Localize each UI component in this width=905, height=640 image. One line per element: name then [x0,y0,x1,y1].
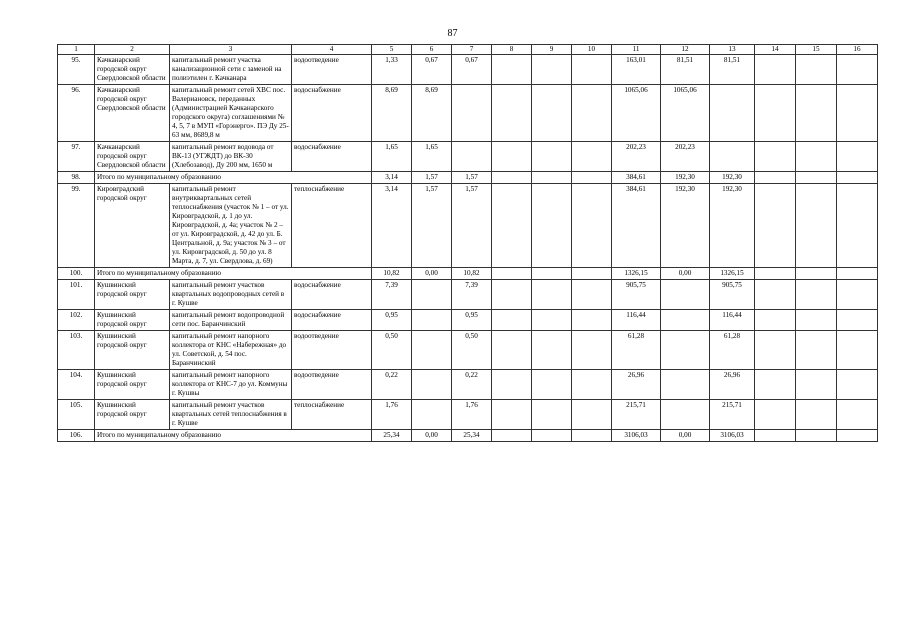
value-cell-c11: 905,75 [612,280,661,310]
value-cell-c6: 1,57 [412,184,452,268]
value-cell-c14 [755,370,796,400]
column-number-10: 10 [572,45,612,55]
value-cell-c14 [755,310,796,331]
value-cell-c13: 3106,03 [710,430,755,442]
value-cell-c5: 3,14 [372,184,412,268]
value-cell-c10 [572,268,612,280]
work-description-cell: капитальный ремонт внутриквартальных сетей теплоснабжения (участок № 1 – от ул. Кировградской, д. 1 до ул. Кировградской, д. 4а; участок № 2 – от ул. Кировградской, д. 42 до ул. Б. Центральной, д. 9а; участок № 3 – от ул. Кировградской, д. 50 до ул. 8 Марта, д. 7, ул. Свердлова, д. 69) [170,184,292,268]
value-cell-c9 [532,268,572,280]
column-number-3: 3 [170,45,292,55]
column-number-4: 4 [292,45,372,55]
value-cell-c12: 81,51 [661,55,710,85]
value-cell-c14 [755,400,796,430]
page-number: 87 [447,28,458,39]
utility-type-cell: водоотведение [292,331,372,370]
total-row [58,268,878,280]
value-cell-c13: 1326,15 [710,268,755,280]
row-number: 102. [58,310,95,331]
value-cell-c16 [837,184,878,268]
value-cell-c11: 116,44 [612,310,661,331]
column-number-11: 11 [612,45,661,55]
municipality-cell: Качканарский городской округ Свердловской области [95,55,170,85]
total-label: Итого по муниципальному образованию [95,268,372,280]
value-cell-c9 [532,370,572,400]
row-number: 97. [58,142,95,172]
row-number: 96. [58,85,95,142]
municipality-cell: Кушвинский городской округ [95,331,170,370]
value-cell-c12 [661,310,710,331]
value-cell-c9 [532,172,572,184]
value-cell-c12: 192,30 [661,184,710,268]
value-cell-c8 [492,400,532,430]
column-number-16: 16 [837,45,878,55]
value-cell-c12 [661,370,710,400]
value-cell-c6 [412,331,452,370]
value-cell-c5: 0,22 [372,370,412,400]
column-number-14: 14 [755,45,796,55]
value-cell-c9 [532,142,572,172]
value-cell-c6 [412,370,452,400]
value-cell-c16 [837,142,878,172]
value-cell-c8 [492,268,532,280]
value-cell-c11: 202,23 [612,142,661,172]
value-cell-c6: 1,57 [412,172,452,184]
value-cell-c12: 0,00 [661,430,710,442]
work-description-cell: капитальный ремонт водовода от ВК-13 (УГЖДТ) до ВК-30 (Хлебозавод), Ду 200 мм, 1650 м [170,142,292,172]
table-row [58,85,878,142]
value-cell-c10 [572,280,612,310]
value-cell-c6: 0,00 [412,430,452,442]
value-cell-c9 [532,280,572,310]
value-cell-c14 [755,331,796,370]
value-cell-c13: 116,44 [710,310,755,331]
municipality-cell: Кировградский городской округ [95,184,170,268]
value-cell-c8 [492,331,532,370]
row-number: 99. [58,184,95,268]
value-cell-c9 [532,310,572,331]
value-cell-c5: 8,69 [372,85,412,142]
value-cell-c12: 0,00 [661,268,710,280]
value-cell-c15 [796,280,837,310]
value-cell-c8 [492,430,532,442]
value-cell-c7: 10,82 [452,268,492,280]
value-cell-c16 [837,430,878,442]
value-cell-c16 [837,85,878,142]
value-cell-c7: 1,57 [452,184,492,268]
value-cell-c12 [661,400,710,430]
value-cell-c13: 192,30 [710,172,755,184]
column-number-8: 8 [492,45,532,55]
value-cell-c15 [796,400,837,430]
total-row [58,172,878,184]
column-number-9: 9 [532,45,572,55]
program-table [57,44,878,442]
utility-type-cell: теплоснабжение [292,400,372,430]
value-cell-c5: 1,33 [372,55,412,85]
value-cell-c10 [572,370,612,400]
value-cell-c7: 7,39 [452,280,492,310]
row-number: 95. [58,55,95,85]
work-description-cell: капитальный ремонт водопроводной сети пос. Баранчинский [170,310,292,331]
value-cell-c13: 905,75 [710,280,755,310]
value-cell-c10 [572,184,612,268]
value-cell-c15 [796,370,837,400]
utility-type-cell: водоотведение [292,370,372,400]
value-cell-c10 [572,310,612,331]
total-label: Итого по муниципальному образованию [95,172,372,184]
value-cell-c14 [755,184,796,268]
value-cell-c6: 8,69 [412,85,452,142]
column-number-15: 15 [796,45,837,55]
utility-type-cell: водоснабжение [292,310,372,331]
value-cell-c16 [837,280,878,310]
column-number-row [58,45,878,55]
value-cell-c11: 163,01 [612,55,661,85]
value-cell-c6: 0,00 [412,268,452,280]
value-cell-c6 [412,280,452,310]
value-cell-c11: 61,28 [612,331,661,370]
row-number: 101. [58,280,95,310]
value-cell-c12: 1065,06 [661,85,710,142]
value-cell-c5: 0,95 [372,310,412,331]
value-cell-c10 [572,55,612,85]
table-row [58,400,878,430]
value-cell-c13: 61,28 [710,331,755,370]
value-cell-c5: 3,14 [372,172,412,184]
column-number-1: 1 [58,45,95,55]
municipality-cell: Качканарский городской округ Свердловской области [95,85,170,142]
value-cell-c11: 384,61 [612,172,661,184]
value-cell-c13: 26,96 [710,370,755,400]
value-cell-c15 [796,85,837,142]
value-cell-c10 [572,331,612,370]
value-cell-c5: 1,76 [372,400,412,430]
value-cell-c14 [755,85,796,142]
value-cell-c15 [796,142,837,172]
work-description-cell: капитальный ремонт напорного коллектора от КНС «Набережная» до ул. Советской, д. 54 пос. Баранчинский [170,331,292,370]
table-row [58,310,878,331]
value-cell-c10 [572,400,612,430]
table-row [58,280,878,310]
value-cell-c8 [492,184,532,268]
value-cell-c7: 0,22 [452,370,492,400]
utility-type-cell: водоотведение [292,55,372,85]
value-cell-c12 [661,280,710,310]
value-cell-c8 [492,172,532,184]
value-cell-c6: 0,67 [412,55,452,85]
value-cell-c14 [755,280,796,310]
value-cell-c15 [796,268,837,280]
work-description-cell: капитальный ремонт участков квартальных сетей теплоснабжения в г. Кушве [170,400,292,430]
value-cell-c16 [837,400,878,430]
municipality-cell: Кушвинский городской округ [95,370,170,400]
value-cell-c9 [532,85,572,142]
value-cell-c13: 81,51 [710,55,755,85]
value-cell-c15 [796,310,837,331]
value-cell-c14 [755,142,796,172]
value-cell-c7: 1,76 [452,400,492,430]
value-cell-c10 [572,142,612,172]
value-cell-c7: 0,95 [452,310,492,331]
work-description-cell: капитальный ремонт сетей ХВС пос. Валериановск, переданных (Администрацией Качканарского городского округа) соглашениями № 4, 5, 7 в МУП «Горэнерго». ПЭ Ду 25-63 мм, 8689,8 м [170,85,292,142]
utility-type-cell: водоснабжение [292,280,372,310]
row-number: 98. [58,172,95,184]
value-cell-c13 [710,85,755,142]
value-cell-c12 [661,331,710,370]
value-cell-c8 [492,370,532,400]
value-cell-c16 [837,370,878,400]
value-cell-c6 [412,310,452,331]
value-cell-c16 [837,55,878,85]
value-cell-c9 [532,400,572,430]
value-cell-c6 [412,400,452,430]
municipality-cell: Кушвинский городской округ [95,310,170,331]
utility-type-cell: водоснабжение [292,85,372,142]
value-cell-c5: 10,82 [372,268,412,280]
value-cell-c8 [492,142,532,172]
value-cell-c16 [837,331,878,370]
table-row [58,184,878,268]
table-row [58,55,878,85]
value-cell-c5: 7,39 [372,280,412,310]
value-cell-c11: 3106,03 [612,430,661,442]
row-number: 104. [58,370,95,400]
value-cell-c7: 25,34 [452,430,492,442]
value-cell-c11: 1065,06 [612,85,661,142]
value-cell-c10 [572,85,612,142]
column-number-7: 7 [452,45,492,55]
value-cell-c15 [796,331,837,370]
municipality-cell: Кушвинский городской округ [95,400,170,430]
value-cell-c16 [837,172,878,184]
table-row [58,331,878,370]
value-cell-c15 [796,430,837,442]
column-number-2: 2 [95,45,170,55]
value-cell-c7 [452,85,492,142]
value-cell-c14 [755,430,796,442]
value-cell-c13: 192,30 [710,184,755,268]
row-number: 103. [58,331,95,370]
value-cell-c7: 1,57 [452,172,492,184]
table-row [58,370,878,400]
value-cell-c12: 192,30 [661,172,710,184]
municipality-cell: Качканарский городской округ Свердловской области [95,142,170,172]
value-cell-c13: 215,71 [710,400,755,430]
value-cell-c7: 0,67 [452,55,492,85]
value-cell-c14 [755,268,796,280]
value-cell-c13 [710,142,755,172]
value-cell-c7: 0,50 [452,331,492,370]
value-cell-c15 [796,184,837,268]
value-cell-c12: 202,23 [661,142,710,172]
column-number-6: 6 [412,45,452,55]
row-number: 100. [58,268,95,280]
column-number-13: 13 [710,45,755,55]
value-cell-c11: 384,61 [612,184,661,268]
column-number-5: 5 [372,45,412,55]
value-cell-c10 [572,172,612,184]
table-row [58,142,878,172]
value-cell-c8 [492,280,532,310]
value-cell-c9 [532,430,572,442]
work-description-cell: капитальный ремонт участков квартальных водопроводных сетей в г. Кушве [170,280,292,310]
value-cell-c8 [492,55,532,85]
value-cell-c9 [532,55,572,85]
value-cell-c14 [755,172,796,184]
municipality-cell: Кушвинский городской округ [95,280,170,310]
value-cell-c9 [532,184,572,268]
value-cell-c7 [452,142,492,172]
value-cell-c15 [796,55,837,85]
row-number: 105. [58,400,95,430]
value-cell-c8 [492,310,532,331]
value-cell-c11: 215,71 [612,400,661,430]
value-cell-c6: 1,65 [412,142,452,172]
value-cell-c10 [572,430,612,442]
value-cell-c16 [837,310,878,331]
total-row [58,430,878,442]
work-description-cell: капитальный ремонт участка канализационной сети с заменой на полиэтилен г. Качканара [170,55,292,85]
utility-type-cell: водоснабжение [292,142,372,172]
row-number: 106. [58,430,95,442]
value-cell-c5: 1,65 [372,142,412,172]
value-cell-c8 [492,85,532,142]
value-cell-c14 [755,55,796,85]
column-number-12: 12 [661,45,710,55]
work-description-cell: капитальный ремонт напорного коллектора от КНС-7 до ул. Коммуны г. Кушвы [170,370,292,400]
value-cell-c16 [837,268,878,280]
value-cell-c15 [796,172,837,184]
value-cell-c11: 26,96 [612,370,661,400]
value-cell-c5: 25,34 [372,430,412,442]
total-label: Итого по муниципальному образованию [95,430,372,442]
utility-type-cell: теплоснабжение [292,184,372,268]
value-cell-c11: 1326,15 [612,268,661,280]
value-cell-c5: 0,50 [372,331,412,370]
value-cell-c9 [532,331,572,370]
